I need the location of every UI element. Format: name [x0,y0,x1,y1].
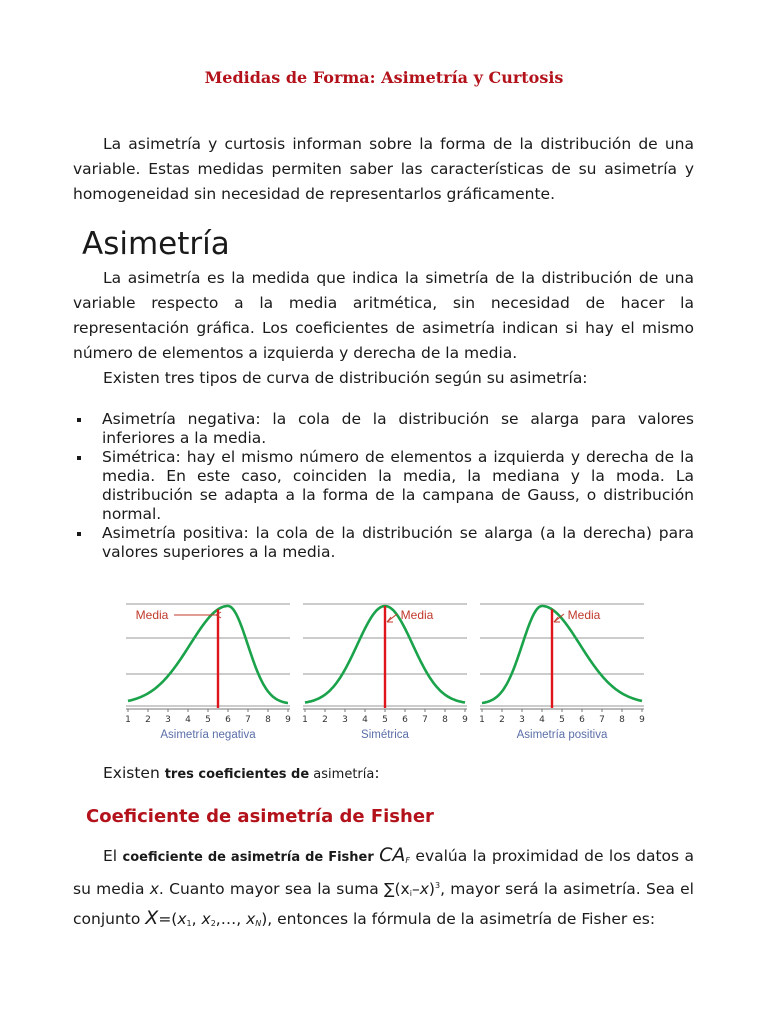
x-tick-label: 8 [265,715,271,725]
fisher-text2: . Cuanto mayor sea la suma ∑(x [158,880,410,898]
x-tick-label: 4 [362,715,368,725]
bullet-icon [77,532,81,536]
mean-symbol-2: x [419,880,429,898]
x-tick-label: 5 [559,715,565,725]
minus-sign: – [411,880,420,898]
index-i: i [409,889,412,898]
bullet-icon [77,456,81,460]
x2-symbol: x [201,910,211,928]
list-item [73,410,694,448]
mean-symbol: x [149,880,159,898]
coef-bold: tres coeficientes de [164,767,310,782]
x1-sub: 1 [186,919,192,928]
bullet-icon [77,418,81,422]
coef-end: : [374,764,380,782]
xn-sub: N [255,919,262,928]
x-tick-label: 3 [342,715,348,725]
x-tick-label: 9 [639,715,645,725]
x-tick-label: 8 [619,715,625,725]
xn-symbol: x [246,910,256,928]
x-tick-label: 1 [125,715,131,725]
list-item-text: Asimetría negativa: la cola de la distribución se alarga para valores inferiores a la media. [102,410,694,447]
x-tick-label: 2 [145,715,151,725]
fisher-text4: ), entonces la fórmula de la asimetría de Fisher es: [261,910,656,928]
x-tick-label: 7 [599,715,605,725]
fisher-bold: coeficiente de asimetría de Fisher [122,850,374,865]
mean-label: Media [567,608,601,622]
x-tick-label: 8 [442,715,448,725]
ca-subscript: F [405,856,411,865]
x-tick-label: 7 [245,715,251,725]
fisher-text3: , mayor será la asimetría. Sea el conjunto [73,880,694,928]
x-tick-label: 3 [519,715,525,725]
cube-exponent: 3 [434,881,441,890]
intro-paragraph: La asimetría y curtosis informan sobre la forma de la distribución de una variable. Estas medidas permiten saber las características de su asimetría y homogeneidad sin necesidad de representarlos gráficamente. [73,135,694,203]
ca-symbol: CA [379,844,406,866]
ellipsis: ,…, [215,910,247,928]
panel-caption: Simétrica [361,729,409,741]
list-item-text: Simétrica: hay el mismo número de elementos a izquierda y derecha de la media. En este caso, coinciden la media, la mediana y la moda. La distribución se adapta a la forma de la campana de Gauss, o distribución normal. [102,448,694,523]
x-tick-label: 9 [285,715,291,725]
fisher-heading: Coeficiente de asimetría de Fisher [86,806,434,827]
coefficients-intro [73,761,694,787]
x-tick-label: 6 [402,715,408,725]
set-eq: =( [158,910,178,928]
asymmetry-types-list [73,410,694,562]
close-paren: ) [428,880,435,898]
x2-sub: 2 [210,919,216,928]
distribution-curves-figure [120,592,648,742]
x-tick-label: 2 [499,715,505,725]
x-tick-label: 3 [165,715,171,725]
fisher-el: El [103,847,123,865]
mean-label: Media [135,608,169,622]
x-tick-label: 9 [462,715,468,725]
list-item [73,448,694,524]
coef-prefix: Existen [103,764,165,782]
distribution-curve [482,606,642,703]
asimetria-paragraph: La asimetría es la medida que indica la simetría de la distribución de una variable respecto a la media aritmética, sin necesidad de hacer la representación gráfica. Los coeficientes de asimetría indican si hay el mismo número de elementos a izquierda y derecha de la media. [73,269,694,362]
x-tick-label: 4 [185,715,191,725]
set-symbol: X [145,907,159,929]
panel-caption: Asimetría negativa [160,729,256,741]
x-tick-label: 4 [539,715,545,725]
comma: , [191,910,202,928]
x-tick-label: 1 [479,715,485,725]
document-title: Medidas de Forma: Asimetría y Curtosis [204,68,564,87]
x-tick-label: 6 [579,715,585,725]
x-tick-label: 5 [382,715,388,725]
x1-symbol: x [177,910,187,928]
list-item-text: Asimetría positiva: la cola de la distribución se alarga (a la derecha) para valores superiores a la media. [102,524,694,561]
fisher-text1: evalúa la proximidad de los datos a su media [73,847,694,898]
x-tick-label: 5 [205,715,211,725]
asimetria-heading: Asimetría [82,226,230,262]
mean-label: Media [400,608,434,622]
coef-suffix: asimetría [309,767,375,782]
x-tick-label: 6 [225,715,231,725]
fisher-paragraph [73,843,694,936]
panel-caption: Asimetría positiva [516,729,608,741]
x-tick-label: 7 [422,715,428,725]
x-tick-label: 1 [302,715,308,725]
list-item [73,524,694,562]
x-tick-label: 2 [322,715,328,725]
types-intro: Existen tres tipos de curva de distribución según su asimetría: [103,369,588,387]
